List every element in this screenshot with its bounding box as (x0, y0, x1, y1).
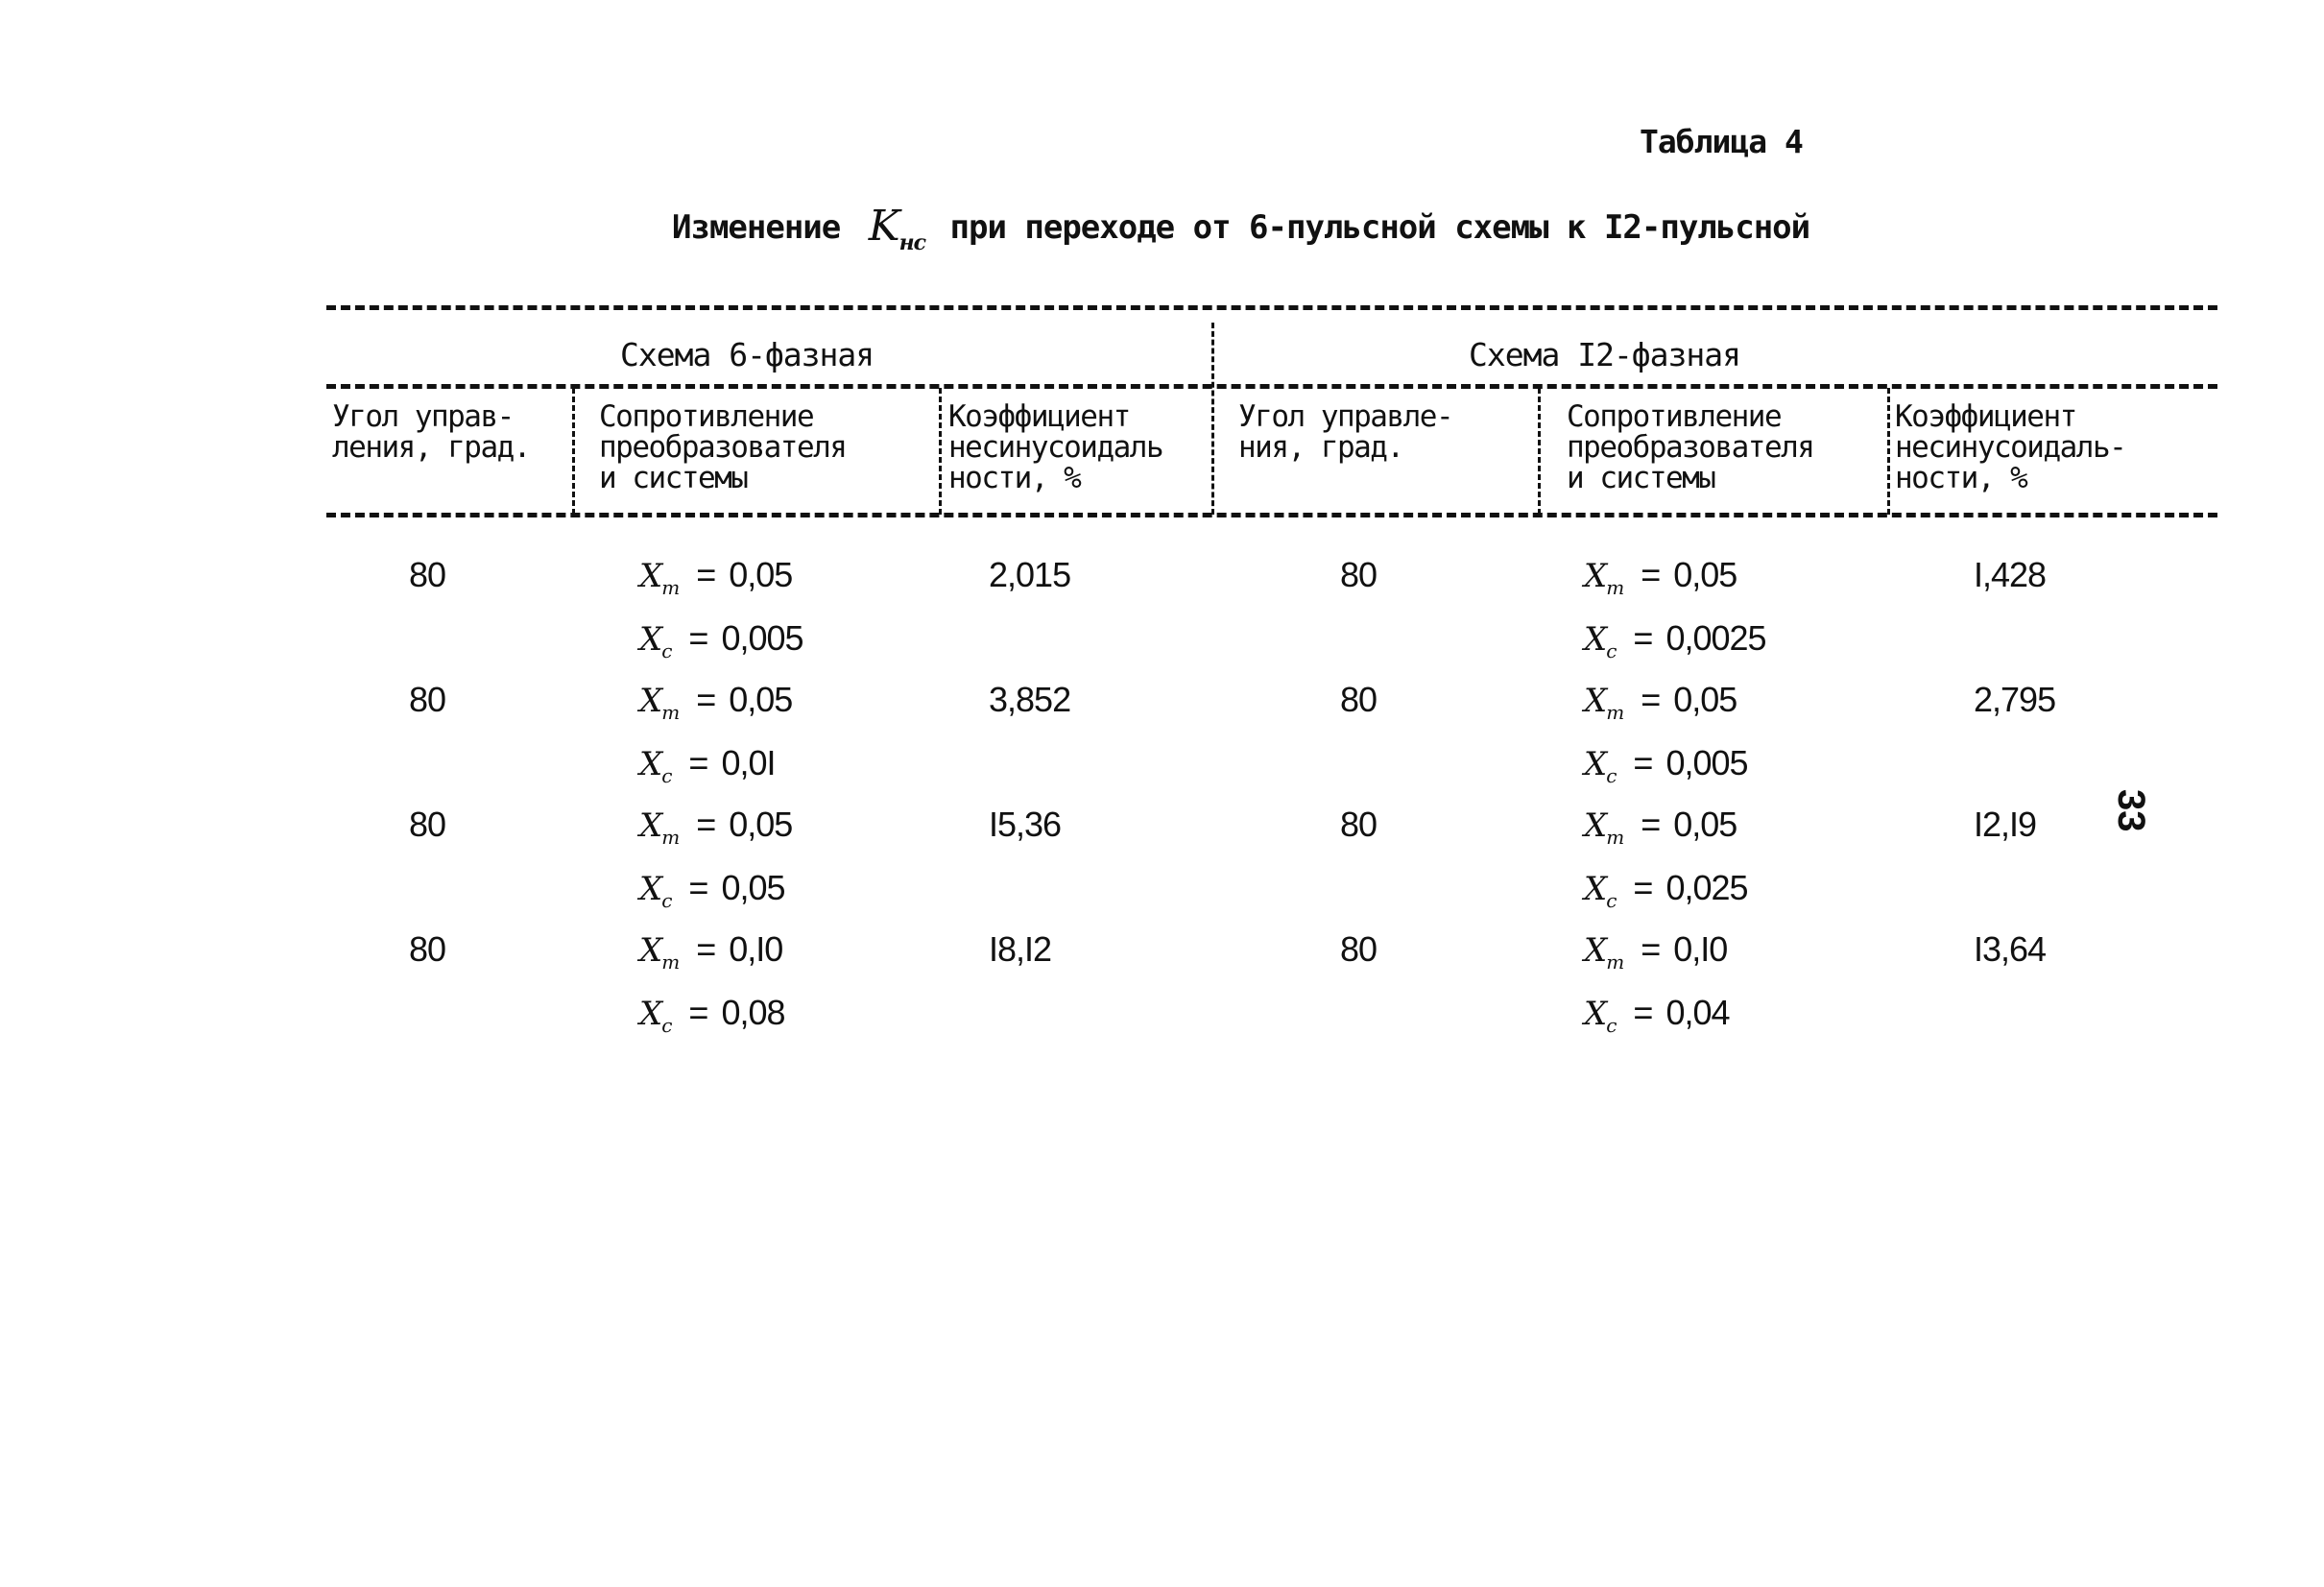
coefficient-6-phase: 2,015 (989, 555, 1071, 594)
x-subscript: т (661, 700, 680, 724)
angle-6-phase: 80 (409, 929, 446, 969)
resistance-xc-12-phase (1584, 868, 1748, 912)
resistance-xc-12-phase (1584, 618, 1766, 662)
column-header-angle-6: Угол управ- ления, град. (332, 399, 530, 465)
x-letter: X (1584, 870, 1607, 908)
x-symbol (639, 745, 672, 787)
caption-prefix: Изменение (672, 208, 841, 247)
column-separator-4 (1887, 388, 1890, 515)
x-symbol (639, 806, 680, 849)
caption-symbol (868, 202, 926, 255)
x-letter: X (639, 557, 662, 595)
coefficient-12-phase: 2,795 (1974, 680, 2056, 719)
angle-6-phase: 80 (409, 555, 446, 594)
equals-sign: = (1633, 993, 1653, 1032)
resistance-value: 0,05 (1673, 805, 1737, 844)
angle-12-phase: 80 (1340, 680, 1378, 719)
x-symbol (639, 620, 672, 662)
resistance-xc-12-phase (1584, 743, 1748, 787)
x-symbol (639, 870, 672, 912)
group-header-6-phase: Схема 6-фазная (620, 336, 874, 373)
resistance-value: 0,08 (721, 993, 785, 1032)
resistance-xc-12-phase (1584, 993, 1730, 1037)
x-letter: X (1584, 682, 1607, 720)
caption-symbol-letter: K (868, 202, 899, 251)
x-letter: X (1584, 931, 1607, 970)
x-letter: X (639, 995, 662, 1033)
resistance-xc-6-phase (639, 743, 776, 787)
x-subscript: с (661, 1013, 672, 1037)
column-header-coefficient-12: Коэффициент несинусоидаль- ности, % (1895, 399, 2126, 495)
x-subscript: т (661, 825, 680, 849)
equals-sign: = (696, 805, 716, 844)
x-letter: X (639, 870, 662, 908)
resistance-value: 0,05 (729, 805, 793, 844)
resistance-xc-6-phase (639, 993, 785, 1037)
resistance-xt-12-phase (1584, 555, 1737, 599)
resistance-value: 0,0025 (1665, 618, 1766, 658)
resistance-value: 0,05 (729, 555, 793, 594)
column-header-angle-12: Угол управле- ния, град. (1238, 399, 1453, 465)
coefficient-6-phase: 3,852 (989, 680, 1071, 719)
angle-6-phase: 80 (409, 805, 446, 844)
resistance-value: 0,I0 (1673, 929, 1728, 969)
table-top-rule (326, 305, 2217, 310)
x-letter: X (639, 745, 662, 783)
resistance-value: 0,005 (721, 618, 803, 658)
resistance-xt-12-phase (1584, 929, 1727, 974)
x-letter: X (639, 620, 662, 659)
equals-sign: = (1641, 929, 1661, 969)
caption-symbol-sub: нс (898, 229, 926, 255)
resistance-value: 0,025 (1665, 868, 1748, 907)
x-letter: X (639, 682, 662, 720)
equals-sign: = (696, 555, 716, 594)
column-header-resistance-6: Сопротивление преобразователя и системы (599, 399, 847, 495)
resistance-xt-12-phase (1584, 680, 1737, 724)
x-letter: X (1584, 620, 1607, 659)
x-subscript: с (661, 763, 672, 787)
x-subscript: с (1606, 763, 1617, 787)
equals-sign: = (688, 618, 708, 658)
column-header-resistance-12: Сопротивление преобразователя и системы (1567, 399, 1814, 495)
equals-sign: = (1641, 680, 1661, 719)
page-number: 33 (2110, 789, 2152, 832)
column-separator-3 (1538, 388, 1541, 515)
x-subscript: с (1606, 638, 1617, 662)
x-subscript: т (1606, 950, 1624, 974)
resistance-value: 0,05 (1673, 555, 1737, 594)
x-symbol (639, 557, 680, 599)
coefficient-12-phase: I3,64 (1974, 929, 2047, 969)
coefficient-6-phase: I8,I2 (989, 929, 1052, 969)
x-subscript: т (1606, 825, 1624, 849)
x-letter: X (1584, 995, 1607, 1033)
equals-sign: = (696, 680, 716, 719)
x-subscript: т (661, 950, 680, 974)
caption-suffix: при переходе от 6-пульсной схемы к I2-пульсной (949, 208, 1810, 247)
equals-sign: = (696, 929, 716, 969)
x-symbol (1584, 557, 1624, 599)
table-caption (672, 202, 1862, 255)
x-letter: X (639, 931, 662, 970)
x-symbol (1584, 745, 1617, 787)
x-symbol (1584, 806, 1624, 849)
equals-sign: = (1633, 743, 1653, 782)
equals-sign: = (1633, 618, 1653, 658)
resistance-value: 0,05 (721, 868, 785, 907)
angle-12-phase: 80 (1340, 929, 1378, 969)
resistance-value: 0,05 (1673, 680, 1737, 719)
resistance-xc-6-phase (639, 618, 803, 662)
equals-sign: = (688, 868, 708, 907)
x-letter: X (1584, 557, 1607, 595)
resistance-xt-6-phase (639, 555, 792, 599)
x-symbol (1584, 931, 1624, 974)
x-subscript: т (1606, 700, 1624, 724)
column-header-coefficient-6: Коэффициент несинусоидаль ности, % (948, 399, 1163, 495)
resistance-xt-12-phase (1584, 805, 1737, 849)
x-letter: X (1584, 745, 1607, 783)
resistance-value: 0,005 (1665, 743, 1748, 782)
x-subscript: с (1606, 1013, 1617, 1037)
angle-12-phase: 80 (1340, 555, 1378, 594)
x-letter: X (1584, 806, 1607, 845)
coefficient-6-phase: I5,36 (989, 805, 1062, 844)
equals-sign: = (1641, 555, 1661, 594)
coefficient-12-phase: I,428 (1974, 555, 2047, 594)
column-separator-2 (939, 388, 942, 515)
x-symbol (1584, 870, 1617, 912)
resistance-xt-6-phase (639, 680, 792, 724)
coefficient-12-phase: I2,I9 (1974, 805, 2037, 844)
x-symbol (1584, 682, 1624, 724)
group-separator (1211, 323, 1214, 515)
resistance-xt-6-phase (639, 805, 792, 849)
group-header-12-phase: Схема I2-фазная (1469, 336, 1741, 373)
x-subscript: т (661, 575, 680, 599)
resistance-xc-6-phase (639, 868, 785, 912)
table-label: Таблица 4 (1640, 123, 1803, 160)
x-symbol (1584, 995, 1617, 1037)
resistance-value: 0,05 (729, 680, 793, 719)
equals-sign: = (1633, 868, 1653, 907)
x-subscript: с (1606, 888, 1617, 912)
equals-sign: = (688, 743, 708, 782)
x-symbol (1584, 620, 1617, 662)
x-letter: X (639, 806, 662, 845)
x-subscript: с (661, 638, 672, 662)
angle-12-phase: 80 (1340, 805, 1378, 844)
angle-6-phase: 80 (409, 680, 446, 719)
equals-sign: = (1641, 805, 1661, 844)
x-symbol (639, 682, 680, 724)
resistance-value: 0,I0 (729, 929, 783, 969)
equals-sign: = (688, 993, 708, 1032)
x-symbol (639, 995, 672, 1037)
x-subscript: с (661, 888, 672, 912)
column-separator-1 (572, 388, 575, 515)
x-symbol (639, 931, 680, 974)
resistance-xt-6-phase (639, 929, 782, 974)
resistance-value: 0,0I (721, 743, 776, 782)
resistance-value: 0,04 (1665, 993, 1730, 1032)
group-header-rule (326, 384, 2217, 389)
x-subscript: т (1606, 575, 1624, 599)
column-header-rule (326, 513, 2217, 517)
